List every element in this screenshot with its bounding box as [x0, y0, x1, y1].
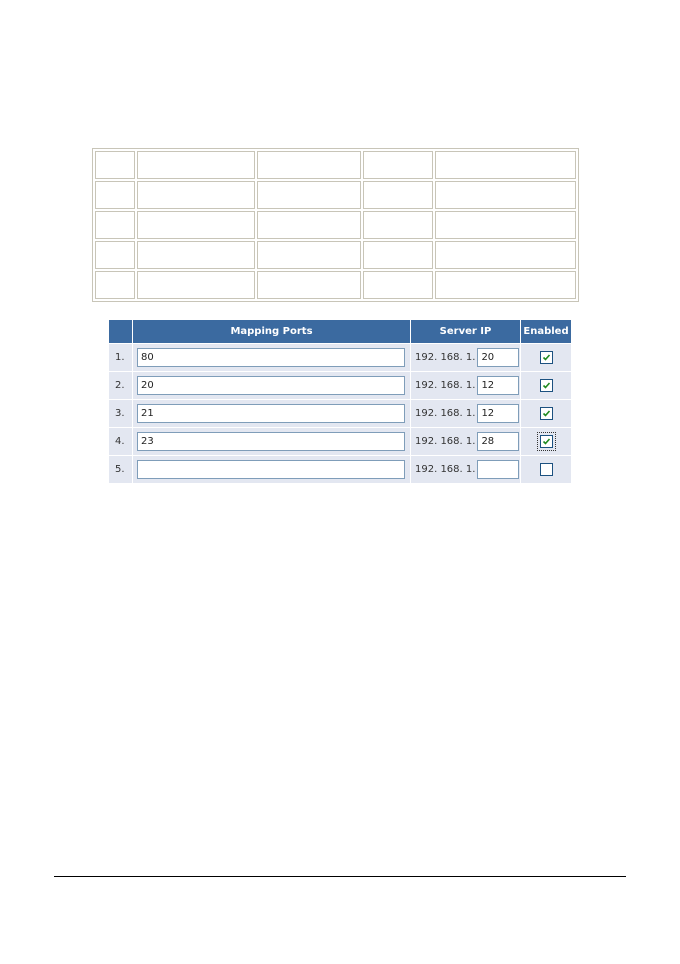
mapping-ports-input[interactable] [137, 404, 405, 423]
blank-cell [257, 211, 361, 239]
enabled-checkbox[interactable] [540, 351, 553, 364]
blank-table-row [95, 151, 576, 179]
blank-cell [137, 181, 255, 209]
port-mapping-table [108, 319, 572, 484]
blank-cell [257, 241, 361, 269]
row-index: 2. [109, 372, 132, 399]
blank-cell [257, 151, 361, 179]
server-ip-host-input[interactable] [477, 460, 519, 479]
row-index: 5. [109, 456, 132, 483]
blank-table-row [95, 211, 576, 239]
row-index: 4. [109, 428, 132, 455]
index-header [109, 320, 132, 343]
checkbox-focus-ring [537, 432, 556, 451]
ip-prefix: 192. 168. 1. [415, 352, 476, 363]
enabled-checkbox[interactable] [540, 463, 553, 476]
mapping-ports-header: Mapping Ports [133, 320, 410, 343]
blank-cell [137, 211, 255, 239]
blank-cell [137, 271, 255, 299]
ip-prefix: 192. 168. 1. [415, 408, 476, 419]
blank-cell [363, 211, 433, 239]
mapping-ports-input[interactable] [137, 348, 405, 367]
checkmark-icon [542, 437, 551, 446]
blank-cell [363, 151, 433, 179]
table-row [109, 456, 571, 483]
blank-table-row [95, 181, 576, 209]
server-ip-host-input[interactable] [477, 376, 519, 395]
mapping-ports-input[interactable] [137, 376, 405, 395]
blank-cell [95, 241, 135, 269]
blank-cell [363, 181, 433, 209]
enabled-checkbox[interactable] [540, 407, 553, 420]
table-row [109, 344, 571, 371]
checkmark-icon [542, 353, 551, 362]
ip-prefix: 192. 168. 1. [415, 464, 476, 475]
enabled-checkbox[interactable] [540, 435, 553, 448]
blank-cell [435, 241, 576, 269]
blank-cell [363, 271, 433, 299]
mapping-ports-input[interactable] [137, 432, 405, 451]
ip-prefix: 192. 168. 1. [415, 380, 476, 391]
enabled-checkbox[interactable] [540, 379, 553, 392]
ip-prefix: 192. 168. 1. [415, 436, 476, 447]
mapping-ports-input[interactable] [137, 460, 405, 479]
blank-cell [137, 151, 255, 179]
table-row [109, 372, 571, 399]
checkmark-icon [542, 409, 551, 418]
server-ip-host-input[interactable] [477, 432, 519, 451]
checkmark-icon [542, 381, 551, 390]
blank-cell [257, 181, 361, 209]
row-index: 1. [109, 344, 132, 371]
server-ip-host-input[interactable] [477, 404, 519, 423]
blank-cell [95, 181, 135, 209]
table-header-row [109, 320, 571, 343]
blank-table-row [95, 271, 576, 299]
blank-cell [95, 151, 135, 179]
row-index: 3. [109, 400, 132, 427]
blank-cell [435, 211, 576, 239]
table-row [109, 400, 571, 427]
blank-cell [95, 211, 135, 239]
blank-cell [363, 241, 433, 269]
footer-rule [54, 876, 626, 877]
enabled-header: Enabled [521, 320, 571, 343]
blank-cell [95, 271, 135, 299]
blank-cell [435, 271, 576, 299]
blank-table-row [95, 241, 576, 269]
server-ip-host-input[interactable] [477, 348, 519, 367]
blank-cell [435, 181, 576, 209]
server-ip-header: Server IP [411, 320, 520, 343]
blank-cell [257, 271, 361, 299]
table-row [109, 428, 571, 455]
blank-cell [137, 241, 255, 269]
blank-table [92, 148, 579, 302]
blank-cell [435, 151, 576, 179]
